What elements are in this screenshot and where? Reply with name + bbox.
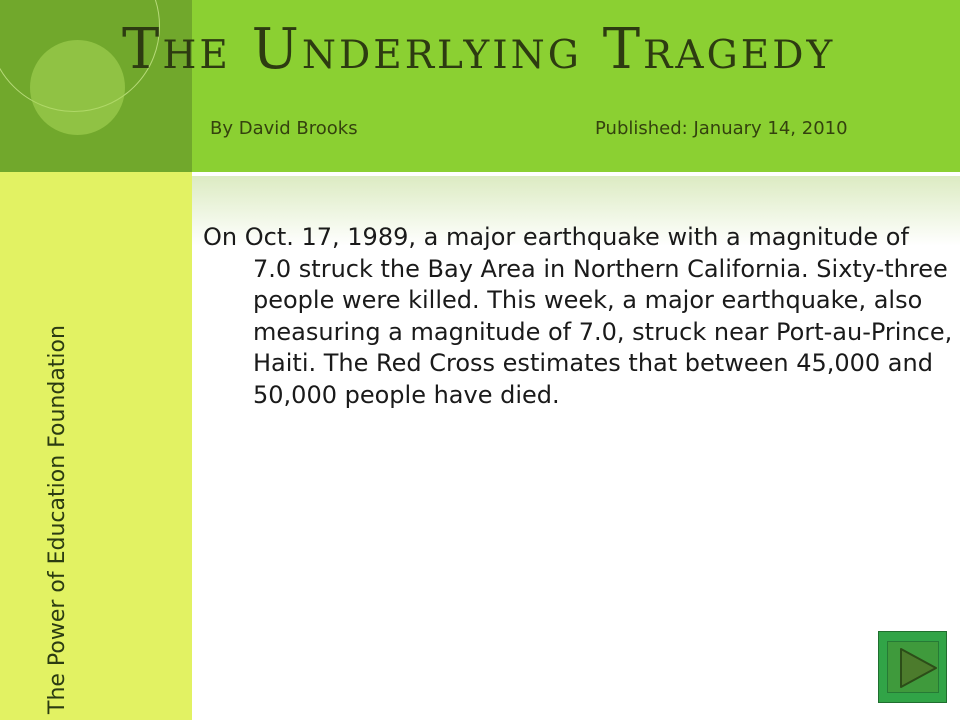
foundation-label: The Power of Education Foundation	[45, 325, 70, 714]
next-slide-button[interactable]	[878, 631, 947, 703]
body-paragraph: On Oct. 17, 1989, a major earthquake with a magnitude of 7.0 struck the Bay Area in Northern California. Sixty-three people were killed. This week, a major earthquake, also measuring a magnitude of 7.0, struck near Port-au-Prince, Haiti. The Red Cross estimates that between 45,000 and 50,000 people have died.	[203, 223, 953, 409]
next-button-face[interactable]	[887, 641, 939, 693]
play-arrow-icon	[898, 647, 938, 689]
author-byline: By David Brooks	[210, 118, 358, 139]
decorative-circle	[30, 40, 125, 135]
slide-title: The Underlying Tragedy	[122, 17, 836, 82]
publish-date: Published: January 14, 2010	[595, 118, 848, 139]
